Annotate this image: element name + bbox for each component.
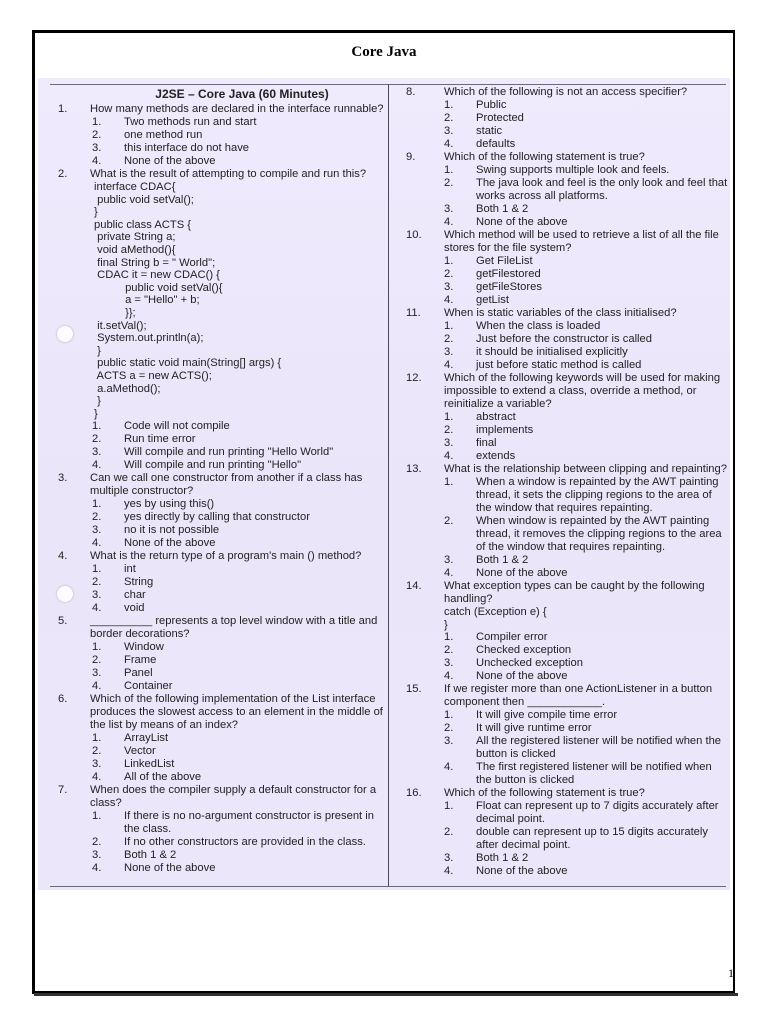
option-number: 1.: [444, 709, 454, 722]
option-text: int: [124, 563, 136, 576]
option-text: Panel: [124, 667, 153, 680]
answer-option: [56, 446, 388, 459]
option-text: If no other constructors are provided in the class.: [124, 836, 366, 849]
option-number: 3.: [92, 667, 102, 680]
option-number: 3.: [444, 852, 454, 865]
option-text: yes directly by calling that constructor: [124, 511, 310, 524]
answer-option: [56, 537, 388, 550]
option-text: All the registered listener will be notified when the button is clicked: [476, 735, 722, 761]
option-number: 4.: [92, 155, 102, 167]
question-number: 15.: [406, 683, 422, 696]
answer-option: [406, 164, 728, 177]
answer-option: [406, 709, 728, 722]
question-number: 10.: [406, 229, 422, 241]
question-text: If we register more than one ActionListener in a button component then ____________.: [444, 683, 713, 709]
question: [406, 307, 728, 320]
option-text: None of the above: [124, 862, 216, 875]
answer-option: [56, 420, 388, 433]
option-text: this interface do not have: [124, 142, 250, 154]
answer-option: [406, 281, 728, 294]
question-text: When does the compiler supply a default constructor for a class?: [90, 784, 377, 810]
option-text: Get FileList: [476, 255, 533, 267]
question-number: 13.: [406, 463, 422, 475]
option-text: None of the above: [476, 567, 568, 579]
option-text: Compiler error: [476, 631, 548, 644]
option-number: 4.: [444, 359, 454, 371]
answer-option: [56, 142, 388, 155]
question: [406, 86, 728, 99]
option-number: 1.: [444, 255, 454, 267]
option-text: None of the above: [476, 216, 568, 228]
question: [56, 103, 388, 116]
option-number: 1.: [444, 631, 454, 644]
option-number: 1.: [92, 810, 102, 823]
answer-option: [406, 125, 728, 138]
option-text: Frame: [124, 654, 157, 667]
option-number: 4.: [92, 862, 102, 875]
option-text: Protected: [476, 112, 524, 124]
option-text: Checked exception: [476, 644, 572, 657]
option-text: implements: [476, 424, 534, 436]
answer-option: [406, 631, 728, 644]
option-text: extends: [476, 450, 516, 462]
code-snippet: catch (Exception e) { }: [444, 606, 547, 631]
option-number: 1.: [92, 116, 102, 128]
answer-option: [406, 644, 728, 657]
answer-option: [406, 99, 728, 112]
option-number: 3.: [92, 758, 102, 771]
option-text: Unchecked exception: [476, 657, 583, 670]
option-text: The java look and feel is the only look and feel that works across all platforms.: [476, 177, 728, 202]
answer-option: [406, 138, 728, 151]
answer-option: [406, 268, 728, 281]
answer-option: [406, 800, 728, 826]
answer-option: [406, 554, 728, 567]
option-text: Both 1 & 2: [476, 852, 529, 865]
question: [56, 168, 388, 181]
option-text: no it is not possible: [124, 524, 220, 537]
option-number: 1.: [92, 420, 102, 433]
question: [406, 683, 728, 709]
question-number: 2.: [58, 168, 68, 180]
option-text: final: [476, 437, 497, 449]
answer-option: [56, 641, 388, 654]
option-text: When the class is loaded: [476, 320, 601, 332]
option-number: 3.: [444, 554, 454, 566]
option-text: None of the above: [476, 865, 568, 878]
option-text: Run time error: [124, 433, 196, 446]
option-number: 4.: [92, 680, 102, 693]
option-number: 2.: [92, 129, 102, 141]
bottom-rule: [50, 886, 726, 887]
option-number: 4.: [444, 450, 454, 462]
option-number: 2.: [92, 433, 102, 446]
answer-option: [56, 836, 388, 849]
answer-option: [406, 761, 728, 787]
option-number: 1.: [444, 476, 454, 488]
code-snippet: interface CDAC{ public void setVal(); } public class ACTS { private String a; void aMethod(){ final String b = " World"; CDAC it = new CDAC() { public void setVal(){ a = "Hello" + b; }}; it.setVal(); System.out.println(a); } public static void main(String[] args) { ACTS a = new ACTS(); a.aMethod(); } }: [94, 181, 282, 420]
question-number: 8.: [406, 86, 416, 98]
right-question-column: [406, 86, 728, 878]
option-number: 3.: [92, 446, 102, 459]
question: [406, 229, 728, 255]
option-text: Both 1 & 2: [124, 849, 177, 862]
option-number: 1.: [444, 99, 454, 111]
answer-option: [406, 216, 728, 229]
answer-option: [56, 498, 388, 511]
option-number: 1.: [92, 732, 102, 745]
option-number: 3.: [444, 735, 454, 748]
answer-option: [406, 437, 728, 450]
option-number: 3.: [444, 125, 454, 137]
option-number: 3.: [444, 346, 454, 358]
page-title: Core Java: [351, 44, 417, 60]
answer-option: [56, 849, 388, 862]
option-text: None of the above: [476, 670, 568, 683]
question-text: What exception types can be caught by the following handling?: [444, 580, 705, 605]
question-text: __________ represents a top level window with a title and border decorations?: [90, 615, 378, 641]
question-text: Which of the following keywords will be used for making impossible to extend a class, override a method, or reinitialize a variable?: [444, 372, 721, 410]
option-number: 4.: [444, 865, 454, 878]
answer-option: [56, 667, 388, 680]
option-number: 3.: [92, 589, 102, 602]
option-number: 1.: [92, 563, 102, 576]
option-text: Will compile and run printing "Hello World": [124, 446, 334, 459]
option-text: Two methods run and start: [124, 116, 257, 128]
option-number: 3.: [444, 203, 454, 215]
answer-option: [406, 567, 728, 580]
option-text: getList: [476, 294, 509, 306]
answer-option: [406, 359, 728, 372]
question-text: What is the relationship between clipping and repainting?: [444, 463, 727, 475]
option-text: defaults: [476, 138, 516, 150]
answer-option: [406, 255, 728, 268]
answer-option: [406, 450, 728, 463]
answer-option: [56, 576, 388, 589]
answer-option: [406, 852, 728, 865]
option-text: Vector: [124, 745, 156, 758]
answer-option: [406, 515, 728, 554]
option-number: 2.: [444, 826, 454, 839]
option-number: 1.: [444, 800, 454, 813]
option-text: The first registered listener will be notified when the button is clicked: [476, 761, 712, 787]
option-number: 1.: [92, 641, 102, 654]
option-number: 2.: [444, 112, 454, 124]
option-text: LinkedList: [124, 758, 175, 771]
option-text: yes by using this(): [124, 498, 215, 511]
option-text: Both 1 & 2: [476, 554, 529, 566]
question: [406, 463, 728, 476]
question-number: 16.: [406, 787, 422, 800]
option-text: None of the above: [124, 155, 216, 167]
answer-option: [406, 657, 728, 670]
option-text: Code will not compile: [124, 420, 230, 433]
answer-option: [406, 424, 728, 437]
question-text: Which of the following statement is true?: [444, 151, 645, 163]
question-text: Which of the following is not an access specifier?: [444, 86, 688, 98]
option-number: 2.: [92, 576, 102, 589]
answer-option: [56, 732, 388, 745]
option-number: 4.: [444, 761, 454, 774]
option-text: void: [124, 602, 145, 615]
answer-option: [406, 294, 728, 307]
answer-option: [406, 333, 728, 346]
question-number: 4.: [58, 550, 68, 563]
option-text: one method run: [124, 129, 203, 141]
answer-option: [406, 476, 728, 515]
option-text: It will give runtime error: [476, 722, 592, 735]
question: [56, 615, 388, 641]
answer-option: [406, 865, 728, 878]
option-number: 3.: [92, 524, 102, 537]
option-number: 2.: [444, 268, 454, 280]
answer-option: [406, 826, 728, 852]
question-text: What is the result of attempting to compile and run this?: [90, 168, 367, 180]
answer-option: [56, 433, 388, 446]
option-text: Float can represent up to 7 digits accurately after decimal point.: [476, 800, 719, 826]
option-number: 4.: [92, 537, 102, 550]
page-border-shadow: [34, 993, 738, 996]
option-text: Public: [476, 99, 507, 111]
answer-option: [56, 589, 388, 602]
answer-option: [56, 680, 388, 693]
answer-option: [406, 177, 728, 203]
option-text: It will give compile time error: [476, 709, 618, 722]
answer-option: [406, 203, 728, 216]
answer-option: [56, 602, 388, 615]
question-number: 6.: [58, 693, 68, 706]
option-text: All of the above: [124, 771, 202, 784]
option-text: just before static method is called: [476, 359, 642, 371]
option-number: 2.: [444, 177, 454, 189]
option-text: When window is repainted by the AWT painting thread, it removes the clipping regions to the area of the window that requires repainting.: [476, 515, 722, 553]
question: [406, 787, 728, 800]
option-number: 1.: [444, 164, 454, 176]
option-text: Swing supports multiple look and feels.: [476, 164, 670, 176]
option-text: it should be initialised explicitly: [476, 346, 628, 358]
question-number: 5.: [58, 615, 68, 628]
option-text: Both 1 & 2: [476, 203, 529, 215]
option-number: 3.: [444, 281, 454, 293]
answer-option: [56, 810, 388, 836]
option-text: Container: [124, 680, 173, 693]
answer-option: [56, 459, 388, 472]
question-number: 1.: [58, 103, 68, 115]
option-number: 2.: [92, 511, 102, 524]
option-text: None of the above: [124, 537, 216, 550]
answer-option: [56, 862, 388, 875]
option-number: 2.: [444, 333, 454, 345]
option-number: 4.: [92, 771, 102, 784]
answer-option: [406, 411, 728, 424]
option-number: 1.: [444, 320, 454, 332]
answer-option: [56, 524, 388, 537]
exam-title: J2SE – Core Java (60 Minutes): [155, 87, 329, 101]
answer-option: [406, 320, 728, 333]
option-text: Just before the constructor is called: [476, 333, 652, 345]
answer-option: [56, 116, 388, 129]
option-text: Window: [124, 641, 164, 654]
question-number: 3.: [58, 472, 68, 485]
question-text: When is static variables of the class initialised?: [444, 307, 677, 319]
question-text: Can we call one constructor from another if a class has multiple constructor?: [90, 472, 363, 498]
question-text: What is the return type of a program's main () method?: [90, 550, 362, 563]
column-divider: [388, 84, 389, 886]
option-text: abstract: [476, 411, 516, 423]
option-number: 4.: [92, 602, 102, 615]
option-number: 4.: [444, 670, 454, 683]
question: [56, 693, 388, 732]
option-number: 4.: [444, 294, 454, 306]
left-question-column: [56, 86, 388, 875]
option-number: 3.: [92, 849, 102, 862]
option-text: ArrayList: [124, 732, 169, 745]
answer-option: [406, 346, 728, 359]
question-text: How many methods are declared in the interface runnable?: [90, 103, 384, 115]
option-number: 2.: [444, 424, 454, 436]
question-number: 7.: [58, 784, 68, 797]
question: [406, 151, 728, 164]
option-text: Will compile and run printing "Hello": [124, 459, 302, 472]
answer-option: [56, 155, 388, 168]
option-number: 1.: [444, 411, 454, 423]
question: [56, 472, 388, 498]
option-number: 2.: [92, 745, 102, 758]
question-number: 9.: [406, 151, 416, 163]
answer-option: [56, 654, 388, 667]
answer-option: [56, 563, 388, 576]
option-text: getFileStores: [476, 281, 542, 293]
option-text: getFilestored: [476, 268, 541, 280]
option-number: 2.: [92, 836, 102, 849]
option-number: 1.: [92, 498, 102, 511]
option-text: String: [124, 576, 154, 589]
question-text: Which of the following statement is true?: [444, 787, 645, 800]
option-number: 3.: [92, 142, 102, 154]
option-text: char: [124, 589, 146, 602]
question-number: 12.: [406, 372, 422, 384]
answer-option: [56, 771, 388, 784]
answer-option: [406, 722, 728, 735]
answer-option: [406, 670, 728, 683]
option-number: 4.: [444, 567, 454, 579]
option-number: 3.: [444, 437, 454, 449]
question: [56, 550, 388, 563]
question-number: 14.: [406, 580, 422, 592]
option-text: static: [476, 125, 503, 137]
answer-option: [56, 511, 388, 524]
option-text: If there is no no-argument constructor is present in the class.: [124, 810, 374, 836]
option-number: 4.: [444, 138, 454, 150]
answer-option: [56, 745, 388, 758]
option-number: 2.: [444, 722, 454, 735]
option-number: 4.: [444, 216, 454, 228]
question-number: 11.: [406, 307, 421, 319]
question: [406, 372, 728, 411]
answer-option: [56, 758, 388, 771]
answer-option: [406, 112, 728, 125]
question: [56, 784, 388, 810]
option-number: 3.: [444, 657, 454, 670]
question-text: Which method will be used to retrieve a list of all the file stores for the file system?: [444, 229, 719, 254]
answer-option: [406, 735, 728, 761]
option-number: 2.: [444, 515, 454, 527]
option-number: 2.: [92, 654, 102, 667]
question-text: Which of the following implementation of the List interface produces the slowest access to an element in the middle of the list by means of an index?: [90, 693, 383, 732]
option-text: double can represent up to 15 digits accurately after decimal point.: [476, 826, 708, 852]
option-number: 4.: [92, 459, 102, 472]
page-number: 1: [728, 966, 734, 980]
question: [406, 580, 728, 606]
option-number: 2.: [444, 644, 454, 657]
answer-option: [56, 129, 388, 142]
option-text: When a window is repainted by the AWT painting thread, it sets the clipping regions to the area of the window that requires repainting.: [476, 476, 719, 514]
